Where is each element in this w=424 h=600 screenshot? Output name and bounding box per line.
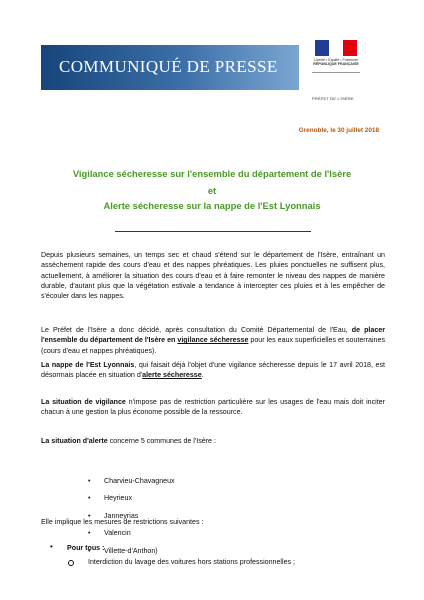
paragraph-context: Depuis plusieurs semaines, un temps sec et chaud s'étend sur le département de l'Isère, entraînant un assèchement rapide des cours d'eau et des nappes phréatiques. Les pluies ponctuelles ne suffisent plus, actuellement, à améliorer la situation des cours d'eau et à faire remonter le niveau des nappes de manière durable, d'autant plus que la végétation estivale a tendance à intercepter ces pluies et à les empêcher de s'écouler dans les nappes. xyxy=(41,251,385,301)
title-line-3: Alerte sécheresse sur la nappe de l'Est Lyonnais xyxy=(103,200,321,211)
paragraph-decision: Le Préfet de l'Isère a donc décidé, après consultation du Comité Départemental de l'Eau, de placer l'ensemble du département de l'Isère en vigilance sécheresse pour les eaux superficielles et souterraines (cours d'eau et nappes phréatiques). xyxy=(41,326,385,355)
republique-francaise-logo xyxy=(304,36,368,100)
list-item: • Janneyrias xyxy=(88,508,175,525)
banner-title: COMMUNIQUÉ DE PRESSE xyxy=(59,57,278,76)
list-item: • Valencin xyxy=(88,525,175,542)
bullet-icon: • xyxy=(50,542,53,551)
paragraph-est-lyonnais: La nappe de l'Est Lyonnais, qui faisait déjà l'objet d'une vigilance sécheresse depuis le 17 avril 2018, est désormais placée en situation d'alerte sécheresse. xyxy=(41,361,385,380)
list-item: • Heyrieux xyxy=(88,490,175,507)
french-flag-icon xyxy=(315,40,357,56)
list-item: • Charvieu-Chavagneux xyxy=(88,473,175,490)
measure-item: Interdiction du lavage des voitures hors stations professionnelles ; xyxy=(88,558,296,566)
measures-group-label: Pour tous : xyxy=(67,544,105,552)
measures-intro: Elle implique les mesures de restrictions suivantes : xyxy=(41,518,204,526)
prefet-label: PRÉFET DE L'ISÈRE xyxy=(312,96,354,101)
logo-motto: Liberté • Égalité • Fraternité RÉPUBLIQUE FRANÇAISE xyxy=(313,58,359,67)
release-date: Grenoble, le 30 juillet 2018 xyxy=(298,127,379,134)
list-item: • Villette-d'Anthon) xyxy=(88,543,175,560)
paragraph-alerte: La situation d'alerte concerne 5 communes de l'Isère : xyxy=(41,437,216,445)
paragraph-vigilance: La situation de vigilance n'impose pas de restriction particulière sur les usages de l'eau mais doit inciter chacun à une gestion la plus économe possible de la ressource. xyxy=(41,398,385,417)
logo-divider xyxy=(312,72,360,73)
press-release-banner xyxy=(41,45,299,90)
title-line-1: Vigilance sécheresse sur l'ensemble du département de l'Isère xyxy=(72,168,352,179)
circle-bullet-icon xyxy=(68,560,74,566)
title-line-2: et xyxy=(207,185,217,196)
title-divider xyxy=(115,231,311,232)
